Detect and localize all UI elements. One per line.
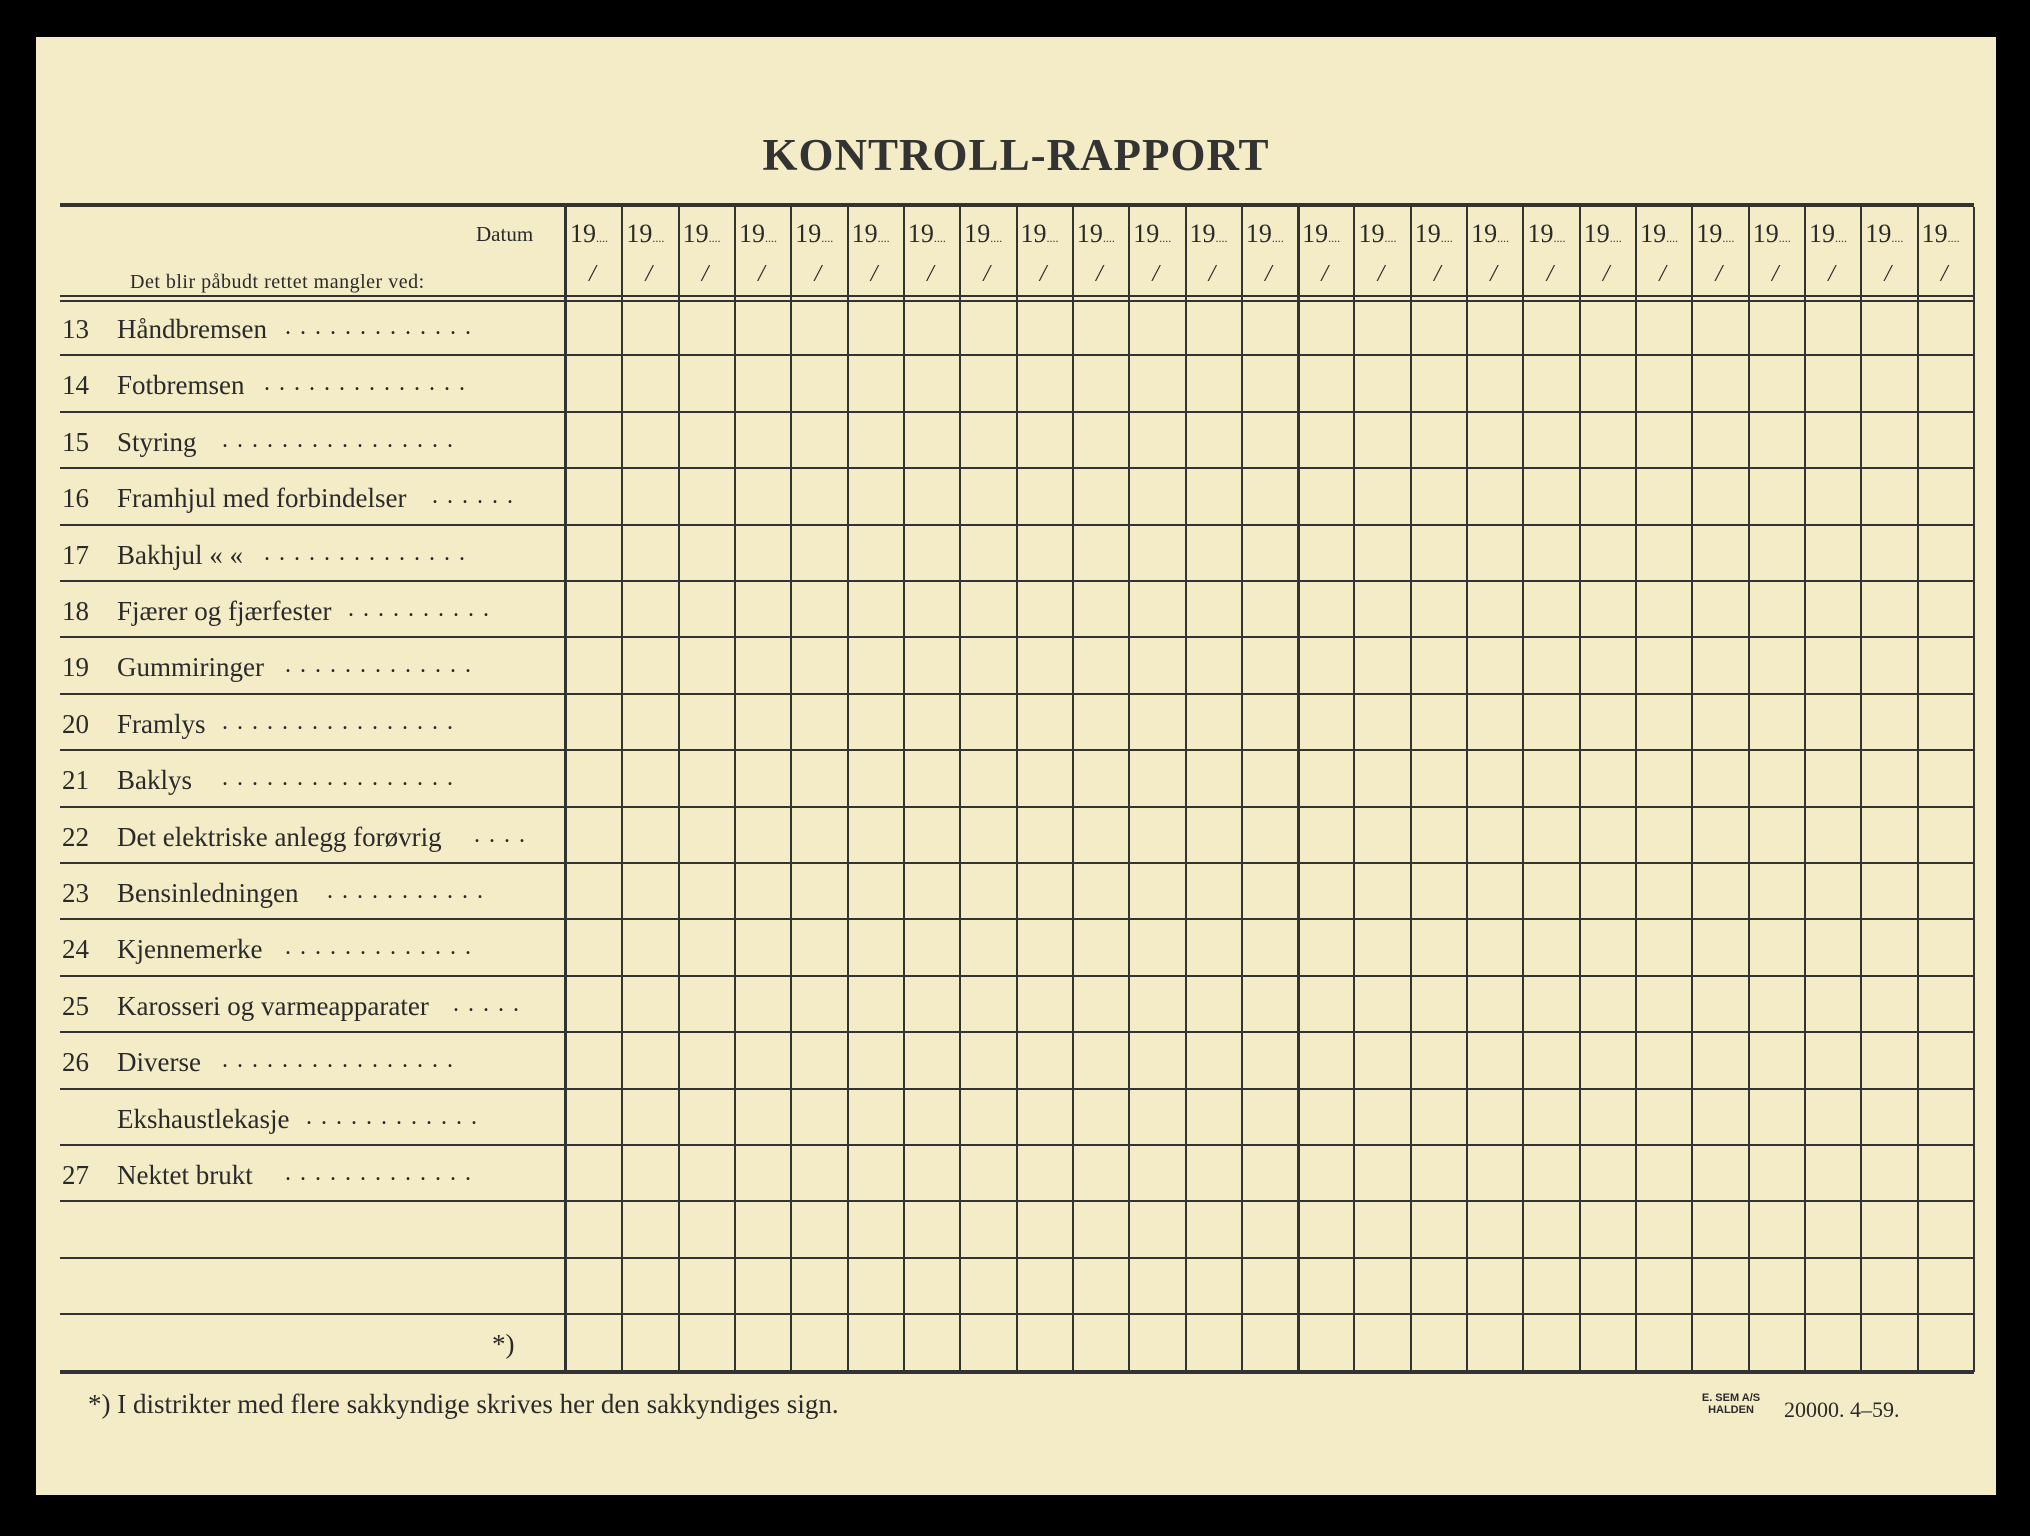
- date-column-year: [1809, 219, 1847, 249]
- date-column-year: [964, 219, 1002, 249]
- item-number: 21: [62, 765, 89, 796]
- year-prefix: 19: [795, 219, 822, 248]
- leader-dots: ................: [222, 708, 462, 735]
- year-prefix: 19: [1583, 219, 1610, 248]
- date-column-slash: /: [1546, 261, 1554, 287]
- year-blank: ....: [1835, 231, 1848, 245]
- year-prefix: 19: [1414, 219, 1441, 248]
- item-label: Kjennemerke: [117, 934, 263, 965]
- column-line: [1466, 207, 1468, 1372]
- intro-label: Det blir påbudt rettet mangler ved:: [130, 271, 425, 293]
- item-label: Bensinledningen: [117, 878, 299, 908]
- item-label: *): [492, 1329, 515, 1360]
- column-line: [1579, 207, 1581, 1372]
- column-line: [903, 207, 905, 1372]
- date-column-slash: /: [1884, 261, 1892, 287]
- column-line: [1860, 207, 1862, 1372]
- date-column-slash: /: [1208, 261, 1216, 287]
- item-label: Baklys: [117, 765, 193, 796]
- year-prefix: 19: [851, 219, 878, 248]
- year-blank: ....: [764, 231, 777, 245]
- date-column-slash: /: [1602, 261, 1610, 287]
- leader-dots: .............: [285, 1160, 480, 1186]
- date-column-slash: /: [1321, 261, 1328, 287]
- year-prefix: 19: [1696, 219, 1723, 248]
- date-column-slash: /: [814, 261, 822, 287]
- date-column-year: [626, 219, 664, 249]
- item-number: 26: [62, 1047, 89, 1078]
- item-label: Gummiringer: [117, 652, 264, 683]
- date-column-slash: /: [1265, 261, 1272, 287]
- date-column-year: [570, 219, 608, 249]
- year-blank: ....: [1102, 231, 1115, 245]
- date-column-slash: /: [1490, 261, 1497, 287]
- item-label: Karosseri og varmeapparater: [117, 990, 429, 1021]
- date-column-year: [1302, 219, 1340, 249]
- date-column-slash: /: [1096, 261, 1103, 287]
- date-column-slash: /: [701, 261, 709, 287]
- date-column-slash: /: [1659, 261, 1666, 287]
- year-prefix: 19: [682, 219, 709, 248]
- date-column-year: [1246, 219, 1284, 249]
- column-line: [1635, 207, 1637, 1372]
- date-column-slash: /: [1433, 261, 1441, 287]
- leader-dots: ................: [222, 426, 462, 453]
- date-column-slash: /: [983, 261, 991, 287]
- year-prefix: 19: [738, 219, 765, 248]
- date-column-year: [1640, 219, 1678, 249]
- leader-dots: .....: [453, 990, 528, 1017]
- year-prefix: 19: [964, 219, 991, 248]
- date-column-slash: /: [927, 261, 934, 287]
- year-prefix: 19: [907, 219, 934, 248]
- column-line: [1410, 207, 1412, 1372]
- column-line: [1917, 207, 1919, 1372]
- column-line: [1241, 207, 1243, 1372]
- column-line: [1804, 207, 1806, 1372]
- date-column-slash: /: [589, 261, 596, 287]
- year-prefix: 19: [1752, 219, 1779, 248]
- leader-dots: ..............: [264, 539, 474, 566]
- date-column-slash: /: [645, 261, 653, 287]
- year-prefix: 19: [1302, 219, 1329, 248]
- year-prefix: 19: [1640, 219, 1667, 248]
- date-column-slash: /: [1715, 261, 1723, 287]
- year-prefix: 19: [1921, 219, 1948, 248]
- date-column-slash: /: [870, 261, 878, 287]
- date-column-year: [1527, 219, 1565, 249]
- year-blank: ....: [1215, 231, 1228, 245]
- year-blank: ....: [1891, 231, 1904, 245]
- printer-mark: [1696, 1392, 1766, 1416]
- leader-dots: ...........: [327, 878, 492, 904]
- column-line: [1973, 207, 1975, 1372]
- column-line: [847, 207, 849, 1372]
- column-line: [1185, 207, 1187, 1372]
- leader-dots: ..........: [348, 596, 498, 622]
- year-blank: ....: [1384, 231, 1397, 245]
- leader-dots: ................: [222, 1047, 462, 1074]
- year-blank: ....: [1722, 231, 1735, 245]
- year-prefix: 19: [1527, 219, 1554, 248]
- leader-dots: .............: [285, 652, 480, 679]
- column-line: [1522, 207, 1524, 1372]
- report-card: [36, 37, 1996, 1495]
- item-number: 17: [62, 539, 89, 570]
- date-column-year: [1584, 219, 1622, 249]
- date-column-year: [1190, 219, 1228, 249]
- column-line: [678, 207, 680, 1372]
- year-blank: ....: [1666, 231, 1679, 245]
- item-number: 19: [62, 652, 89, 683]
- column-line: [1297, 207, 1300, 1372]
- year-prefix: 19: [626, 219, 653, 248]
- leader-dots: .............: [285, 934, 480, 961]
- item-number: 23: [62, 878, 89, 908]
- leader-dots: ................: [222, 765, 462, 792]
- column-line: [621, 207, 623, 1372]
- item-label: Styring: [117, 426, 197, 457]
- year-prefix: 19: [1809, 219, 1836, 248]
- year-blank: ....: [652, 231, 665, 245]
- year-blank: ....: [1440, 231, 1453, 245]
- footnote-text: *) I distrikter med flere sakkyndige skrives her den sakkyndiges sign.: [88, 1389, 839, 1419]
- year-blank: ....: [1328, 231, 1341, 245]
- date-column-slash: /: [758, 261, 765, 287]
- date-column-year: [1415, 219, 1453, 249]
- year-prefix: 19: [1358, 219, 1385, 248]
- item-label: Framhjul med forbindelser: [117, 483, 407, 514]
- date-column-year: [1865, 219, 1903, 249]
- item-number: 24: [62, 934, 89, 965]
- column-line: [1748, 207, 1750, 1372]
- year-blank: ....: [1159, 231, 1172, 245]
- label-divider: [564, 203, 567, 1372]
- column-line: [959, 207, 961, 1372]
- column-line: [1691, 207, 1693, 1372]
- date-column-year: [1753, 219, 1791, 249]
- item-label: Framlys: [117, 708, 206, 739]
- print-run: 20000. 4–59.: [1784, 1397, 1900, 1422]
- year-prefix: 19: [1076, 219, 1103, 248]
- column-line: [790, 207, 792, 1372]
- year-prefix: 19: [1133, 219, 1160, 248]
- item-label: Nektet brukt: [117, 1160, 253, 1190]
- year-blank: ....: [1778, 231, 1791, 245]
- leader-dots: ....: [474, 821, 534, 848]
- leader-dots: ..............: [264, 370, 474, 397]
- column-line: [734, 207, 736, 1372]
- printer-city: HALDEN: [1708, 1404, 1754, 1416]
- date-column-year: [1358, 219, 1396, 249]
- year-blank: ....: [708, 231, 721, 245]
- year-blank: ....: [933, 231, 946, 245]
- date-column-slash: /: [1940, 261, 1948, 287]
- date-column-slash: /: [1377, 261, 1385, 287]
- column-line: [1072, 207, 1074, 1372]
- year-prefix: 19: [1245, 219, 1272, 248]
- year-blank: ....: [1553, 231, 1566, 245]
- year-blank: ....: [1947, 231, 1960, 245]
- leader-dots: ......: [432, 483, 522, 510]
- form-title: KONTROLL-RAPPORT: [762, 130, 1270, 180]
- item-number: 16: [62, 483, 89, 514]
- item-number: 18: [62, 596, 89, 626]
- year-prefix: 19: [1020, 219, 1047, 248]
- item-number: 13: [62, 314, 89, 344]
- item-label: Bakhjul « «: [117, 539, 243, 570]
- leader-dots: ............: [306, 1103, 486, 1130]
- date-column-year: [739, 219, 777, 249]
- year-blank: ....: [1046, 231, 1059, 245]
- year-prefix: 19: [1189, 219, 1216, 248]
- date-column-slash: /: [1039, 261, 1047, 287]
- year-blank: ....: [1609, 231, 1622, 245]
- year-blank: ....: [596, 231, 608, 245]
- year-prefix: 19: [570, 219, 596, 248]
- printer-name: E. SEM A/S: [1701, 1392, 1761, 1404]
- item-label: Fjærer og fjærfester: [117, 596, 332, 626]
- item-label: Det elektriske anlegg forøvrig: [117, 821, 442, 852]
- item-number: 27: [62, 1160, 89, 1190]
- year-prefix: 19: [1865, 219, 1892, 248]
- year-blank: ....: [1497, 231, 1510, 245]
- date-column-year: [908, 219, 946, 249]
- year-blank: ....: [990, 231, 1003, 245]
- item-number: 20: [62, 708, 89, 739]
- item-label: Håndbremsen: [117, 314, 267, 344]
- year-blank: ....: [877, 231, 890, 245]
- date-column-year: [795, 219, 833, 249]
- date-column-slash: /: [1828, 261, 1835, 287]
- year-blank: ....: [1271, 231, 1284, 245]
- date-column-year: [852, 219, 890, 249]
- date-column-slash: /: [1771, 261, 1779, 287]
- date-column-year: [1471, 219, 1509, 249]
- date-column-year: [1696, 219, 1734, 249]
- item-label: Ekshaustlekasje: [117, 1103, 290, 1134]
- column-line: [1353, 207, 1355, 1372]
- date-column-slash: /: [1152, 261, 1160, 287]
- year-blank: ....: [821, 231, 834, 245]
- date-column-year: [1922, 219, 1960, 249]
- date-column-year: [683, 219, 721, 249]
- datum-label: Datum: [476, 222, 534, 246]
- year-prefix: 19: [1471, 219, 1498, 248]
- item-label: Fotbremsen: [117, 370, 245, 401]
- item-label: Diverse: [117, 1047, 201, 1078]
- date-column-year: [1077, 219, 1115, 249]
- date-column-year: [1133, 219, 1171, 249]
- column-line: [1016, 207, 1018, 1372]
- column-line: [1128, 207, 1130, 1372]
- date-column-year: [1021, 219, 1059, 249]
- item-number: 14: [62, 370, 89, 401]
- item-number: 25: [62, 990, 89, 1021]
- item-number: 15: [62, 426, 89, 457]
- item-number: 22: [62, 821, 89, 852]
- leader-dots: .............: [285, 314, 480, 340]
